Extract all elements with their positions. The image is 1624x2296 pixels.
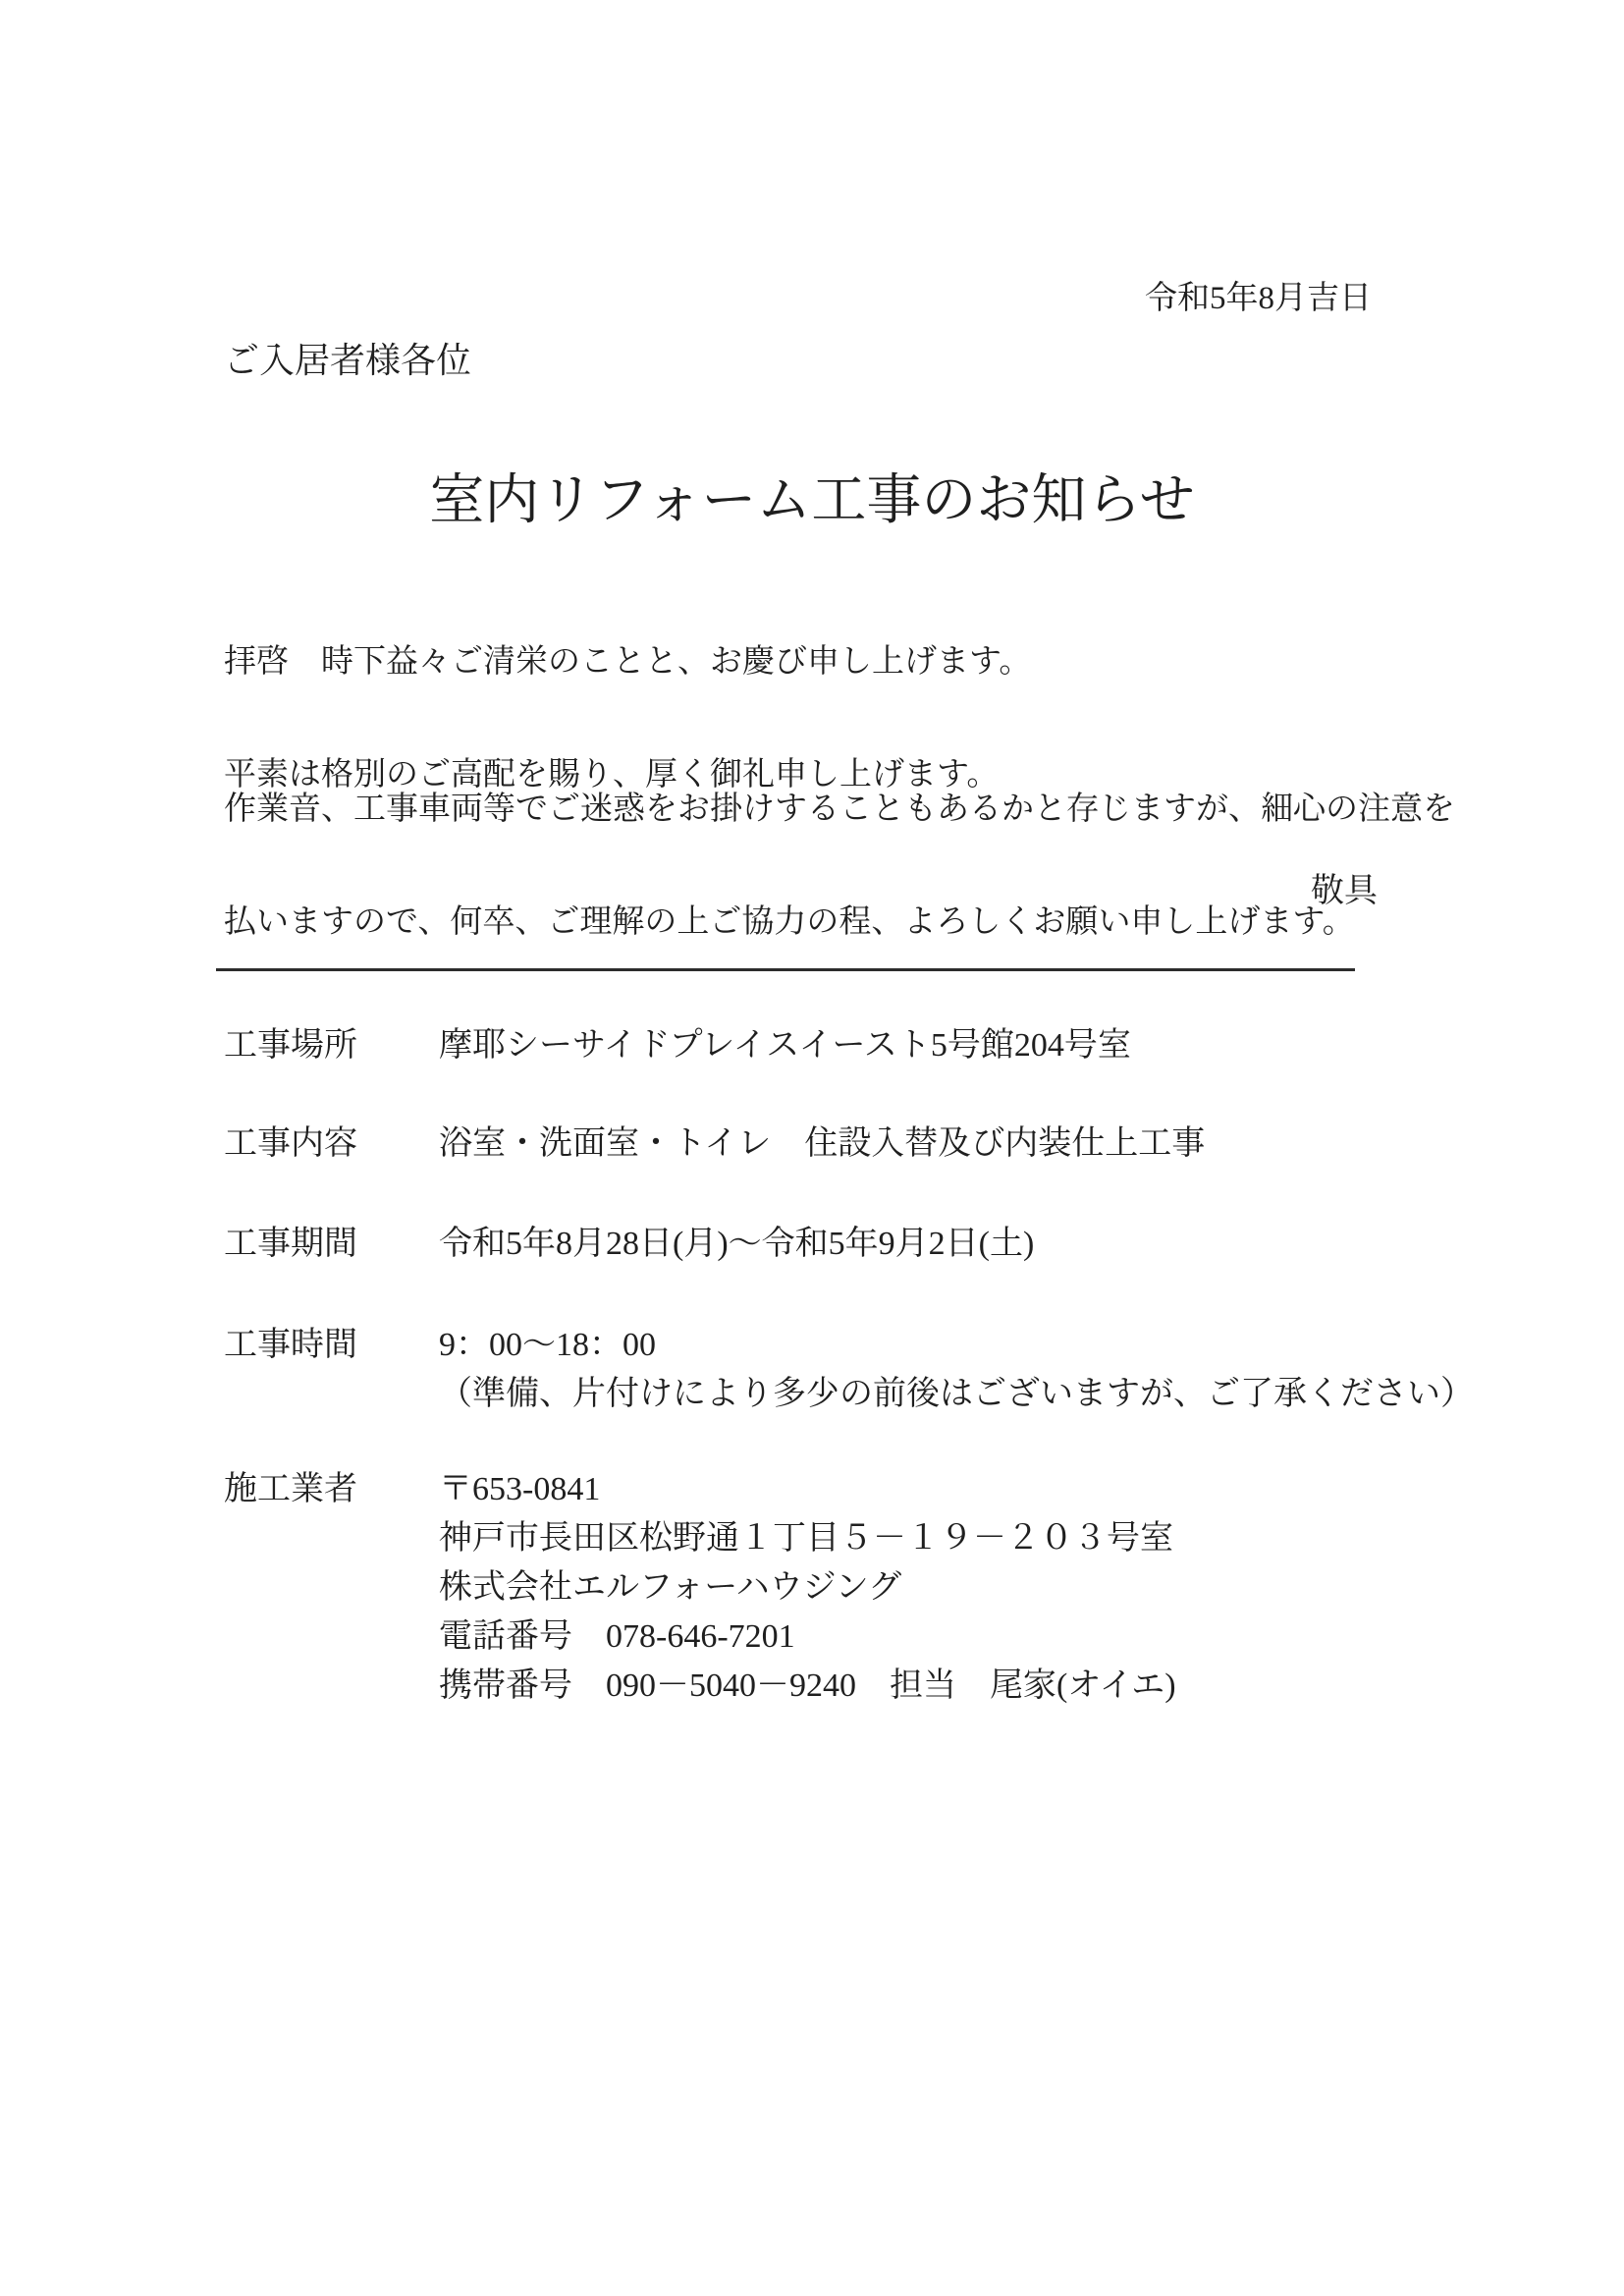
detail-value-line: 神戸市長田区松野通１丁目５－１９－２０３号室 — [439, 1520, 1173, 1557]
detail-label: 工事場所 — [224, 1027, 357, 1064]
detail-value-line: 〒653-0841 — [439, 1471, 601, 1507]
detail-value-line: 令和5年8月28日(月)～令和5年9月2日(土) — [439, 1226, 1035, 1262]
detail-value-line: 携帯番号 090－5040－9240 担当 尾家(オイエ) — [439, 1667, 1176, 1704]
detail-value — [439, 1220, 1034, 1269]
detail-label: 工事期間 — [224, 1226, 357, 1262]
detail-value-line: 9：00～18：00 — [439, 1327, 656, 1363]
greeting-line: 拝啓 時下益々ご清栄のことと、お慶び申し上げます。 — [224, 644, 1032, 680]
greeting-line: 平素は格別のご高配を賜り、厚く御礼申し上げます。 — [224, 757, 1000, 793]
detail-label: 施工業者 — [224, 1471, 357, 1507]
detail-value-line: 電話番号 078-646-7201 — [439, 1618, 795, 1655]
body-line: 払いますので、何卒、ご理解の上ご協力の程、よろしくお願い申し上げます。 — [224, 904, 1355, 940]
detail-value-line: （準備、片付けにより多少の前後はございますが、ご了承ください） — [439, 1376, 1474, 1412]
closing-keigu: 敬具 — [1311, 873, 1378, 909]
detail-label: 工事時間 — [224, 1327, 357, 1363]
detail-value — [439, 1120, 1205, 1169]
body-line: 作業音、工事車両等でご迷惑をお掛けすることもあるかと存じますが、細心の注意を — [224, 792, 1455, 827]
detail-value — [439, 1465, 1176, 1711]
detail-value — [439, 1021, 1131, 1070]
detail-value — [439, 1321, 1474, 1419]
document-date: 令和5年8月吉日 — [1145, 281, 1372, 316]
document-title: 室内リフォーム工事のお知らせ — [429, 470, 1195, 531]
detail-label: 工事内容 — [224, 1125, 357, 1162]
recipient-line: ご入居者様各位 — [224, 341, 472, 380]
detail-value-line: 摩耶シーサイドプレイスイースト5号館204号室 — [439, 1027, 1131, 1064]
detail-value-line: 株式会社エルフォーハウジング — [439, 1569, 902, 1606]
horizontal-divider — [216, 968, 1355, 971]
detail-value-line: 浴室・洗面室・トイレ 住設入替及び内装仕上工事 — [439, 1125, 1206, 1162]
